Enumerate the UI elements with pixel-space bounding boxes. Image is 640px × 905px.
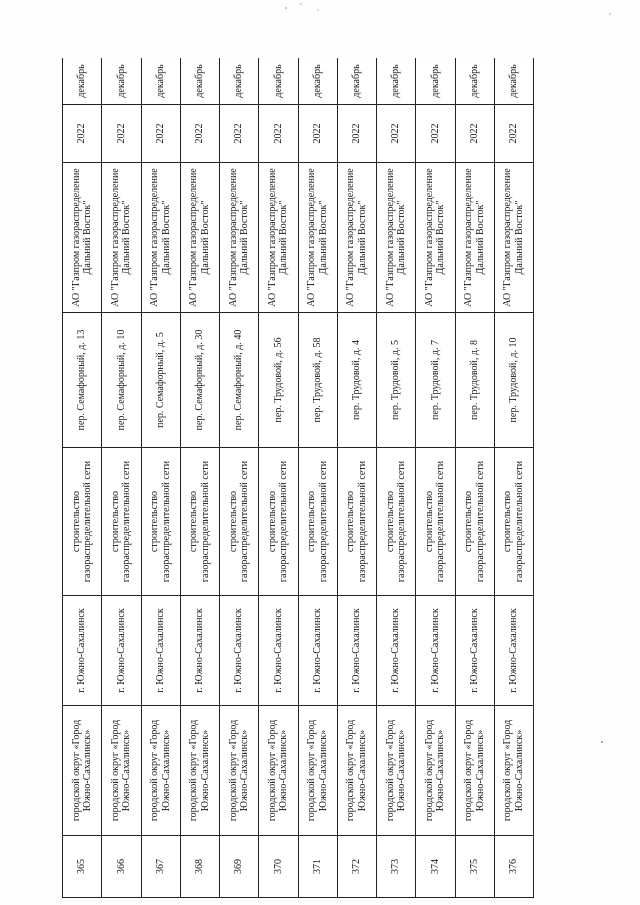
cell-month: декабрь [494, 58, 533, 105]
cell-locality: г. Южно-Сахалинск [180, 596, 219, 706]
cell-year: 2022 [455, 105, 494, 163]
cell-num: 366 [102, 836, 141, 898]
cell-work: строительство газораспределительной сети [259, 448, 298, 596]
cell-municipality: городской округ «Город Южно-Сахалинск» [494, 706, 533, 836]
cell-year: 2022 [377, 105, 416, 163]
cell-year: 2022 [102, 105, 141, 163]
cell-organization: АО "Газпром газораспределение Дальний Восток" [377, 163, 416, 313]
cell-organization: АО "Газпром газораспределение Дальний Восток" [416, 163, 455, 313]
table-row [494, 58, 533, 898]
cell-year: 2022 [416, 105, 455, 163]
cell-work: строительство газораспределительной сети [337, 448, 376, 596]
cell-locality: г. Южно-Сахалинск [102, 596, 141, 706]
cell-month: декабрь [337, 58, 376, 105]
cell-organization: АО "Газпром газораспределение Дальний Восток" [63, 163, 102, 313]
cell-municipality: городской округ «Город Южно-Сахалинск» [416, 706, 455, 836]
cell-num: 375 [455, 836, 494, 898]
table-row [259, 58, 298, 898]
cell-organization: АО "Газпром газораспределение Дальний Восток" [220, 163, 259, 313]
cell-work: строительство газораспределительной сети [141, 448, 180, 596]
cell-municipality: городской округ «Город Южно-Сахалинск» [102, 706, 141, 836]
cell-locality: г. Южно-Сахалинск [63, 596, 102, 706]
cell-work: строительство газораспределительной сети [180, 448, 219, 596]
cell-municipality: городской округ «Город Южно-Сахалинск» [298, 706, 337, 836]
cell-num: 370 [259, 836, 298, 898]
cell-num: 365 [63, 836, 102, 898]
cell-work: строительство газораспределительной сети [63, 448, 102, 596]
document-page [62, 58, 534, 898]
table-row [298, 58, 337, 898]
cell-locality: г. Южно-Сахалинск [298, 596, 337, 706]
cell-num: 376 [494, 836, 533, 898]
cell-num: 372 [337, 836, 376, 898]
table-body [63, 58, 534, 898]
cell-work: строительство газораспределительной сети [377, 448, 416, 596]
cell-work: строительство газораспределительной сети [298, 448, 337, 596]
cell-month: декабрь [298, 58, 337, 105]
cell-locality: г. Южно-Сахалинск [455, 596, 494, 706]
cell-address: пер. Трудовой, д. 7 [416, 313, 455, 448]
cell-locality: г. Южно-Сахалинск [220, 596, 259, 706]
cell-address: пер. Трудовой, д. 5 [377, 313, 416, 448]
cell-work: строительство газораспределительной сети [416, 448, 455, 596]
cell-organization: АО "Газпром газораспределение Дальний Восток" [337, 163, 376, 313]
cell-locality: г. Южно-Сахалинск [141, 596, 180, 706]
cell-municipality: городской округ «Город Южно-Сахалинск» [455, 706, 494, 836]
cell-municipality: городской округ «Город Южно-Сахалинск» [63, 706, 102, 836]
cell-address: пер. Трудовой, д. 8 [455, 313, 494, 448]
cell-num: 369 [220, 836, 259, 898]
cell-year: 2022 [141, 105, 180, 163]
cell-work: строительство газораспределительной сети [102, 448, 141, 596]
cell-municipality: городской округ «Город Южно-Сахалинск» [259, 706, 298, 836]
cell-locality: г. Южно-Сахалинск [494, 596, 533, 706]
cell-month: декабрь [377, 58, 416, 105]
cell-year: 2022 [494, 105, 533, 163]
table-row [455, 58, 494, 898]
cell-num: 374 [416, 836, 455, 898]
cell-year: 2022 [63, 105, 102, 163]
cell-address: пер. Семафорный, д. 13 [63, 313, 102, 448]
cell-organization: АО "Газпром газораспределение Дальний Восток" [259, 163, 298, 313]
cell-organization: АО "Газпром газораспределение Дальний Восток" [180, 163, 219, 313]
cell-address: пер. Трудовой, д. 10 [494, 313, 533, 448]
table-row [102, 58, 141, 898]
cell-year: 2022 [298, 105, 337, 163]
table-row [180, 58, 219, 898]
cell-month: декабрь [416, 58, 455, 105]
cell-locality: г. Южно-Сахалинск [377, 596, 416, 706]
table-row [337, 58, 376, 898]
cell-num: 373 [377, 836, 416, 898]
cell-work: строительство газораспределительной сети [220, 448, 259, 596]
cell-address: пер. Семафорный, д. 10 [102, 313, 141, 448]
cell-locality: г. Южно-Сахалинск [259, 596, 298, 706]
cell-organization: АО "Газпром газораспределение Дальний Восток" [298, 163, 337, 313]
cell-year: 2022 [180, 105, 219, 163]
gasification-table [62, 58, 534, 898]
cell-address: пер. Трудовой, д. 56 [259, 313, 298, 448]
cell-year: 2022 [259, 105, 298, 163]
cell-year: 2022 [220, 105, 259, 163]
cell-organization: АО "Газпром газораспределение Дальний Восток" [494, 163, 533, 313]
cell-municipality: городской округ «Город Южно-Сахалинск» [220, 706, 259, 836]
cell-work: строительство газораспределительной сети [455, 448, 494, 596]
cell-year: 2022 [337, 105, 376, 163]
cell-organization: АО "Газпром газораспределение Дальний Восток" [455, 163, 494, 313]
cell-month: декабрь [180, 58, 219, 105]
cell-num: 368 [180, 836, 219, 898]
cell-municipality: городской округ «Город Южно-Сахалинск» [377, 706, 416, 836]
cell-address: пер. Трудовой, д. 58 [298, 313, 337, 448]
table-row [220, 58, 259, 898]
cell-address: пер. Семафорный, д. 5 [141, 313, 180, 448]
cell-num: 367 [141, 836, 180, 898]
cell-locality: г. Южно-Сахалинск [416, 596, 455, 706]
cell-address: пер. Семафорный, д. 30 [180, 313, 219, 448]
cell-organization: АО "Газпром газораспределение Дальний Восток" [141, 163, 180, 313]
cell-month: декабрь [455, 58, 494, 105]
cell-municipality: городской округ «Город Южно-Сахалинск» [180, 706, 219, 836]
cell-month: декабрь [220, 58, 259, 105]
table-row [416, 58, 455, 898]
cell-locality: г. Южно-Сахалинск [337, 596, 376, 706]
table-row [377, 58, 416, 898]
cell-municipality: городской округ «Город Южно-Сахалинск» [141, 706, 180, 836]
cell-work: строительство газораспределительной сети [494, 448, 533, 596]
table-row [63, 58, 102, 898]
cell-month: декабрь [259, 58, 298, 105]
cell-municipality: городской округ «Город Южно-Сахалинск» [337, 706, 376, 836]
cell-address: пер. Семафорный, д. 40 [220, 313, 259, 448]
rotated-table-container [62, 58, 534, 898]
table-row [141, 58, 180, 898]
cell-month: декабрь [141, 58, 180, 105]
cell-num: 371 [298, 836, 337, 898]
cell-address: пер. Трудовой, д. 4 [337, 313, 376, 448]
cell-month: декабрь [63, 58, 102, 105]
cell-month: декабрь [102, 58, 141, 105]
cell-organization: АО "Газпром газораспределение Дальний Восток" [102, 163, 141, 313]
